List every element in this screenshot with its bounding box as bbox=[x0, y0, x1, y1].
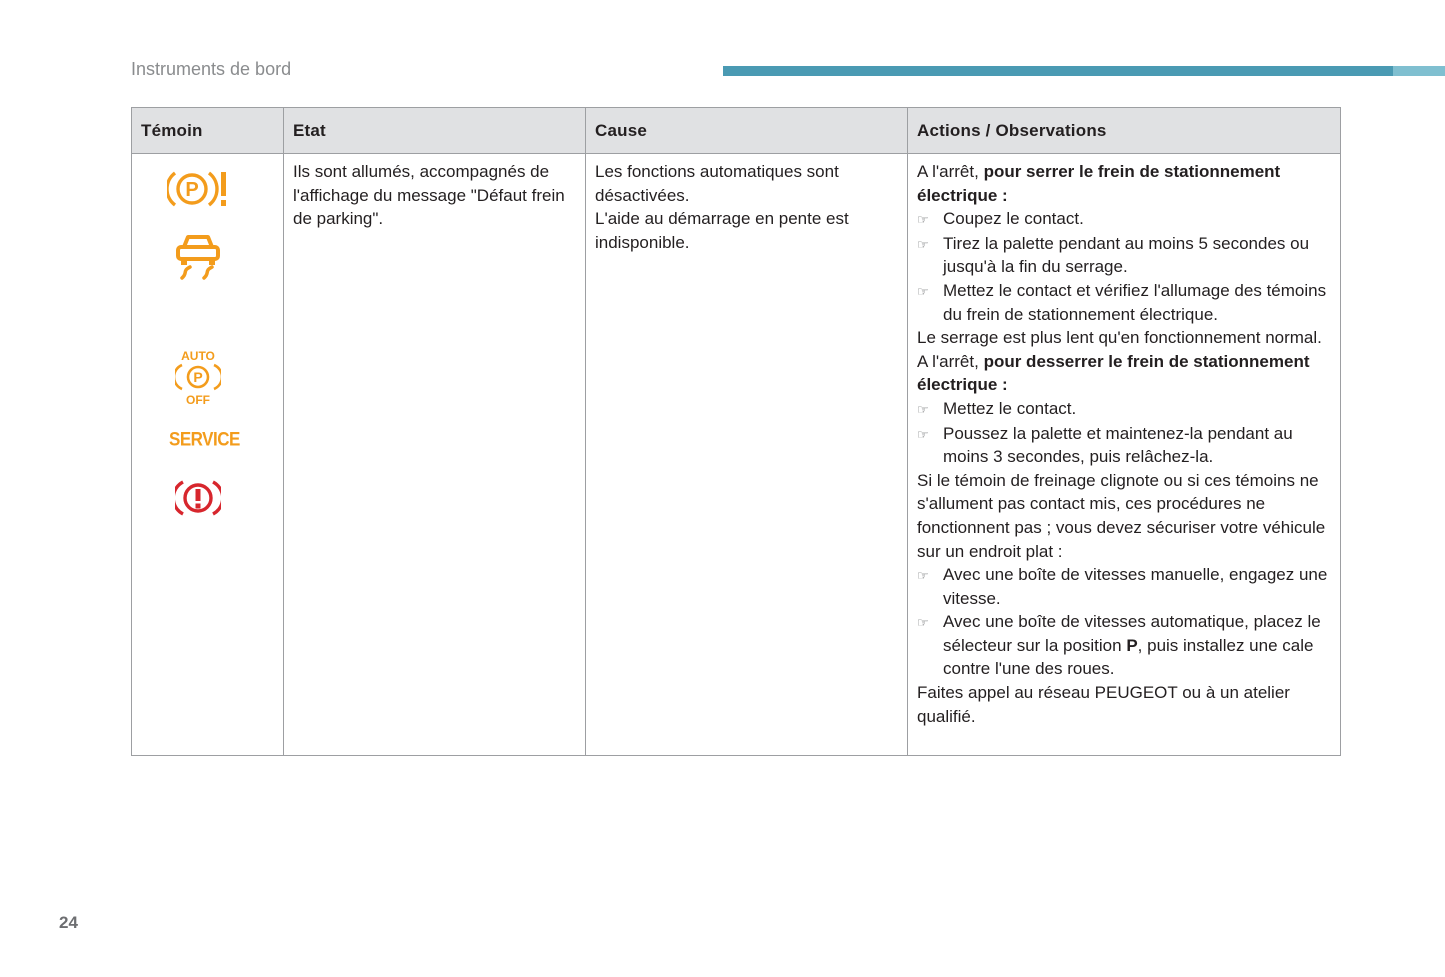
service-icon: SERVICE bbox=[169, 428, 240, 451]
warning-lamps-table bbox=[131, 107, 1341, 756]
pointing-hand-icon: ☞ bbox=[917, 401, 929, 417]
actions-intro-desserrer bbox=[917, 350, 1331, 397]
pointing-hand-icon: ☞ bbox=[917, 283, 929, 299]
section-title: Instruments de bord bbox=[131, 59, 292, 79]
pointing-hand-icon: ☞ bbox=[917, 236, 929, 252]
list-item-text bbox=[943, 610, 1331, 681]
header-temoin: Témoin bbox=[132, 108, 284, 154]
list-item bbox=[917, 610, 1331, 681]
cause-cell bbox=[586, 154, 908, 756]
intro-bold: pour serrer le frein de stationnement électrique : bbox=[917, 162, 1281, 205]
list-item-text: Mettez le contact et vérifiez l'allumage des témoins du frein de stationnement électrique. bbox=[943, 280, 1327, 324]
actions-cell bbox=[908, 154, 1341, 756]
svg-text:OFF: OFF bbox=[186, 393, 210, 405]
list-item-text: Avec une boîte de vitesses manuelle, engagez une vitesse. bbox=[943, 565, 1328, 608]
list-item bbox=[917, 563, 1331, 610]
list-item bbox=[917, 207, 1331, 232]
header-actions: Actions / Observations bbox=[908, 108, 1341, 154]
position-p: P bbox=[1126, 635, 1138, 655]
stability-control-icon bbox=[172, 229, 224, 281]
pointing-hand-icon: ☞ bbox=[917, 426, 929, 442]
list-item bbox=[917, 279, 1331, 326]
brake-alert-icon bbox=[175, 479, 221, 517]
intro-plain: A l'arrêt, bbox=[917, 162, 984, 181]
svg-text:P: P bbox=[185, 179, 199, 201]
intro-plain: A l'arrêt, bbox=[917, 351, 984, 371]
temoin-cell bbox=[132, 154, 284, 756]
list-item-text: Poussez la palette et maintenez-la pendant au moins 3 secondes, puis relâchez-la. bbox=[943, 423, 1293, 467]
actions-intro-serrer bbox=[917, 160, 1331, 207]
accent-bar-tip bbox=[1393, 66, 1445, 76]
header-accent-bar bbox=[723, 66, 1445, 76]
svg-text:AUTO: AUTO bbox=[181, 349, 215, 363]
list-item bbox=[917, 397, 1331, 422]
text-part: , puis installez une cale contre l'une des roues. bbox=[943, 635, 1314, 679]
cause-text-1: Les fonctions automatiques sont désactivées. bbox=[595, 162, 839, 205]
list-item-text: Mettez le contact. bbox=[943, 398, 1077, 418]
pointing-hand-icon: ☞ bbox=[917, 615, 929, 631]
page-number: 24 bbox=[59, 913, 78, 932]
header-etat: Etat bbox=[284, 108, 586, 154]
list-item-text: Tirez la palette pendant au moins 5 secondes ou jusqu'à la fin du serrage. bbox=[943, 233, 1310, 277]
actions-note-1: Le serrage est plus lent qu'en fonctionnement normal. bbox=[917, 328, 1322, 348]
pointing-hand-icon: ☞ bbox=[917, 568, 929, 584]
header-cause: Cause bbox=[586, 108, 908, 154]
actions-note-2: Si le témoin de freinage clignote ou si ces témoins ne s'allument pas contact mis, ces procédures ne fonctionnent pas ; vous devez sécuriser votre véhicule sur un endroit plat : bbox=[917, 470, 1326, 561]
cause-text-2: L'aide au démarrage en pente est indisponible. bbox=[595, 209, 849, 252]
actions-closing: Faites appel au réseau PEUGEOT ou à un atelier qualifié. bbox=[917, 683, 1290, 726]
etat-cell bbox=[284, 154, 586, 756]
table-row bbox=[132, 154, 1341, 756]
table-header-row bbox=[132, 108, 1341, 154]
auto-park-off-icon bbox=[175, 349, 221, 405]
list-item bbox=[917, 232, 1331, 279]
parking-brake-fault-icon bbox=[167, 169, 229, 209]
intro-bold: pour desserrer le frein de stationnement électrique : bbox=[917, 351, 1310, 395]
text-part: Avec une boîte de vitesses automatique, placez le sélecteur sur la position bbox=[943, 612, 1321, 655]
list-item-text: Coupez le contact. bbox=[943, 209, 1084, 229]
etat-text: Ils sont allumés, accompagnés de l'affichage du message "Défaut frein de parking". bbox=[293, 162, 565, 229]
list-item bbox=[917, 422, 1331, 469]
svg-text:P: P bbox=[193, 369, 203, 385]
pointing-hand-icon: ☞ bbox=[917, 212, 929, 228]
